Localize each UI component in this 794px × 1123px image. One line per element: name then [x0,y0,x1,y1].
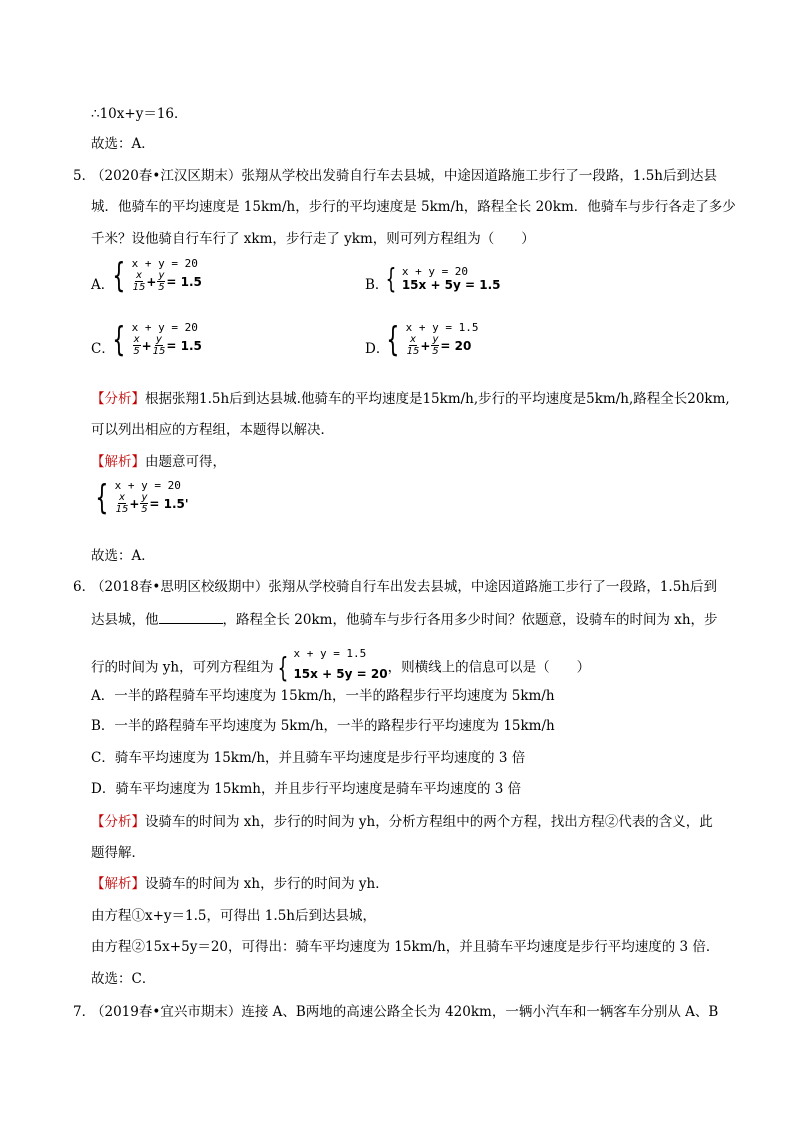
solution-text: 由题意可得， [145,454,226,470]
answer-line: 故选：A． [91,548,155,564]
solution-step: 由方程①x+y＝1.5，可得出 1.5h后到达县城， [91,908,376,924]
option-c: C．骑车平均速度为 15km/h，并且骑车平均速度是步行平均速度的 3 倍 [91,750,526,766]
equation-row: $\frac{x}{15}$ + $\frac{y}{5}$ = 20 [406,334,472,357]
equation-row: $\frac{x}{15}$ + $\frac{y}{5}$ = 1.5 [132,270,202,293]
equation-row: 15x + 5y = 20 [293,667,388,681]
brace-icon: { [112,319,126,360]
question-text: 行的时间为 yh，可列方程组为 { x + y = 1.5 15x + 5y = 20 ，则横线上的信息可以是（ ） [91,648,590,688]
question-text: （2018春•思明区校级期中）张翔从学校骑自行车出发去县城，中途因道路施工步行了一段路，1.5h后到 [91,579,717,595]
question-number: 7． [73,1004,96,1020]
solution-line [91,874,389,894]
analysis-line [91,389,730,409]
equation-row: 15x + 5y = 1.5 [401,278,501,292]
fraction: $\frac{x}{15}$ [115,492,129,515]
solution-tag: 【解析】 [91,454,145,470]
question-text: （2020春•江汉区期末）张翔从学校出发骑自行车去县城，中途因道路施工步行了一段路，1.5h后到达县 [91,168,717,184]
option-label: B． [365,277,389,293]
solution-text: 设骑车的时间为 xh，步行的时间为 yh． [145,876,389,892]
solution-line [91,452,226,472]
analysis-tag: 【分析】 [91,814,145,830]
question-number: 6． [73,579,96,595]
equation-row: x + y = 20 [131,257,198,270]
equation-row: x + y = 1.5 [293,647,367,660]
equation-row: x + y = 20 [131,321,198,334]
analysis-text: 根据张翔1.5h后到达县城.他骑车的平均速度是15km/h,步行的平均速度是5km/h,路程全长20km, [145,391,730,407]
equation-system [274,648,388,688]
option-a: A．一半的路程骑车平均速度为 15km/h，一半的路程步行平均速度为 5km/h [91,688,555,704]
question-text: 城．他骑车的平均速度是 15km/h，步行的平均速度是 5km/h，路程全长 20km．他骑车与步行各走了多少 [91,199,736,215]
brace-icon: { [95,477,109,518]
solution-system [91,477,189,518]
option-d: D．骑车平均速度为 15kmh，并且步行平均速度是骑车平均速度的 3 倍 [91,781,522,797]
equation-row: x + y = 1.5 [405,321,479,334]
equation-system [382,319,479,360]
analysis-line [91,812,713,832]
fraction: $\frac{x}{15}$ [132,270,146,293]
equation-row: $\frac{x}{15}$ + $\frac{y}{5}$ = 1.5' [115,492,189,515]
option-label: C． [91,341,115,357]
equation-row: $\frac{x}{5}$ + $\frac{y}{15}$ = 1.5 [133,334,202,357]
brace-icon: { [112,255,126,296]
equation-row: x + y = 20 [401,265,469,278]
brace-icon: { [277,651,288,684]
result-line: ∴10x+y＝16． [91,106,188,122]
analysis-tag: 【分析】 [91,391,145,407]
question-text: 达县城，他 ，路程全长 20km，他骑车与步行各用多少时间？依题意，设骑车的时间为 xh，步 [91,609,718,630]
option-b: B．一半的路程骑车平均速度为 5km/h，一半的路程步行平均速度为 15km/h [91,718,555,734]
equation-system [108,255,202,296]
question-text: 千米？设他骑自行车行了 xkm，步行走了 ykm，则可列方程组为（ ） [91,231,535,247]
fraction: $\frac{y}{5}$ [432,334,439,357]
equation-system [108,319,202,360]
equation-row: x + y = 20 [114,479,181,492]
fraction: $\frac{x}{15}$ [406,334,420,357]
analysis-text: 设骑车的时间为 xh，步行的时间为 yh，分析方程组中的两个方程，找出方程②代表的含义，此 [145,814,713,830]
brace-icon: { [386,319,400,360]
option-label: A． [91,277,115,293]
brace-icon: { [385,262,397,295]
solution-step: 由方程②15x+5y＝20，可得出：骑车平均速度为 15km/h，并且骑车平均速度是步行平均速度的 3 倍． [91,939,720,955]
equation-system [382,262,501,295]
fraction: $\frac{y}{5}$ [141,492,148,515]
answer-line: 故选：C． [91,971,156,987]
solution-tag: 【解析】 [91,876,145,892]
option-label: D． [365,341,390,357]
fill-blank [159,609,223,624]
fraction: $\frac{y}{5}$ [158,270,165,293]
question-number: 5． [73,168,96,184]
analysis-line: 可以列出相应的方程组，本题得以解决． [91,422,334,438]
answer-line: 故选：A． [91,136,155,152]
analysis-line: 题得解． [91,845,145,861]
fraction: $\frac{y}{15}$ [152,334,166,357]
question-text: （2019春•宜兴市期末）连接 A、B两地的高速公路全长为 420km，一辆小汽车和一辆客车分别从 A、B [91,1004,719,1020]
fraction: $\frac{x}{5}$ [133,334,140,357]
